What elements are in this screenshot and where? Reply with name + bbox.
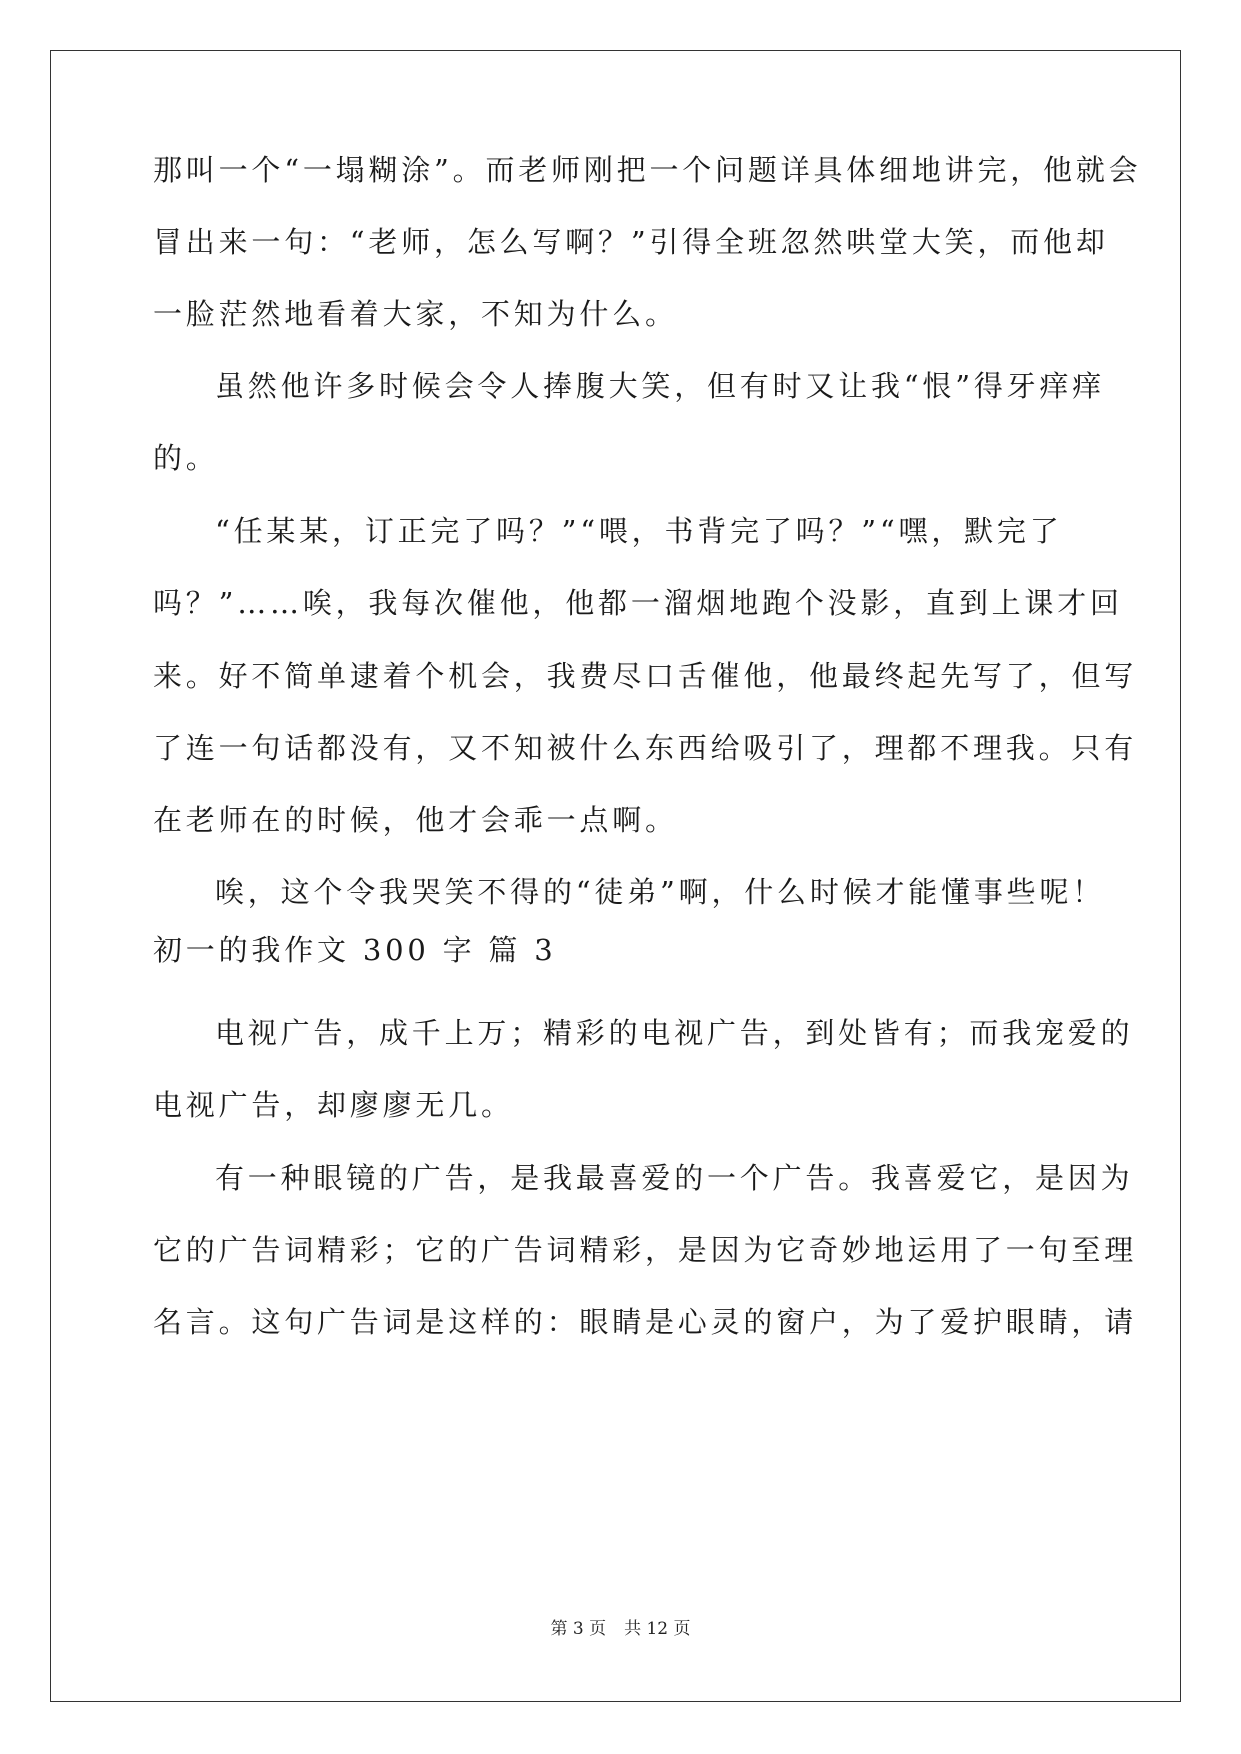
text-line: 来。好不简单逮着个机会，我费尽口舌催他，他最终起先写了，但写 (153, 659, 1138, 693)
page-footer (0, 1617, 1241, 1641)
page-number-current: 第 3 页 (550, 1619, 607, 1639)
text-line: 在老师在的时候，他才会乖一点啊。 (153, 803, 678, 837)
text-line: 有一种眼镜的广告，是我最喜爱的一个广告。我喜爱它，是因为 (215, 1161, 1134, 1195)
section-heading: 初一的我作文 300 字 篇 3 (153, 933, 557, 967)
text-line: 虽然他许多时候会令人捧腹大笑，但有时又让我“恨”得牙痒痒 (215, 369, 1106, 403)
text-line: 吗？”……唉，我每次催他，他都一溜烟地跑个没影，直到上课才回 (153, 586, 1123, 620)
text-line: 一脸茫然地看着大家，不知为什么。 (153, 297, 678, 331)
page-number-total: 共 12 页 (624, 1619, 691, 1639)
text-line: 电视广告，却廖廖无几。 (153, 1088, 514, 1122)
text-line: “任某某，订正完了吗？”“喂，书背完了吗？”“嘿，默完了 (215, 514, 1063, 548)
text-line: 冒出来一句：“老师，怎么写啊？”引得全班忽然哄堂大笑，而他却 (153, 225, 1109, 259)
text-line: 那叫一个“一塌糊涂”。而老师刚把一个问题详具体细地讲完，他就会 (153, 153, 1142, 187)
text-line: 了连一句话都没有，又不知被什么东西给吸引了，理都不理我。只有 (153, 731, 1138, 765)
text-line: 名言。这句广告词是这样的：眼睛是心灵的窗户，为了爱护眼睛，请 (153, 1305, 1138, 1339)
text-line: 它的广告词精彩；它的广告词精彩，是因为它奇妙地运用了一句至理 (153, 1233, 1138, 1267)
text-line: 唉，这个令我哭笑不得的“徒弟”啊，什么时候才能懂事些呢！ (215, 875, 1106, 909)
text-line: 电视广告，成千上万；精彩的电视广告，到处皆有；而我宠爱的 (215, 1016, 1134, 1050)
text-line: 的。 (153, 441, 219, 475)
